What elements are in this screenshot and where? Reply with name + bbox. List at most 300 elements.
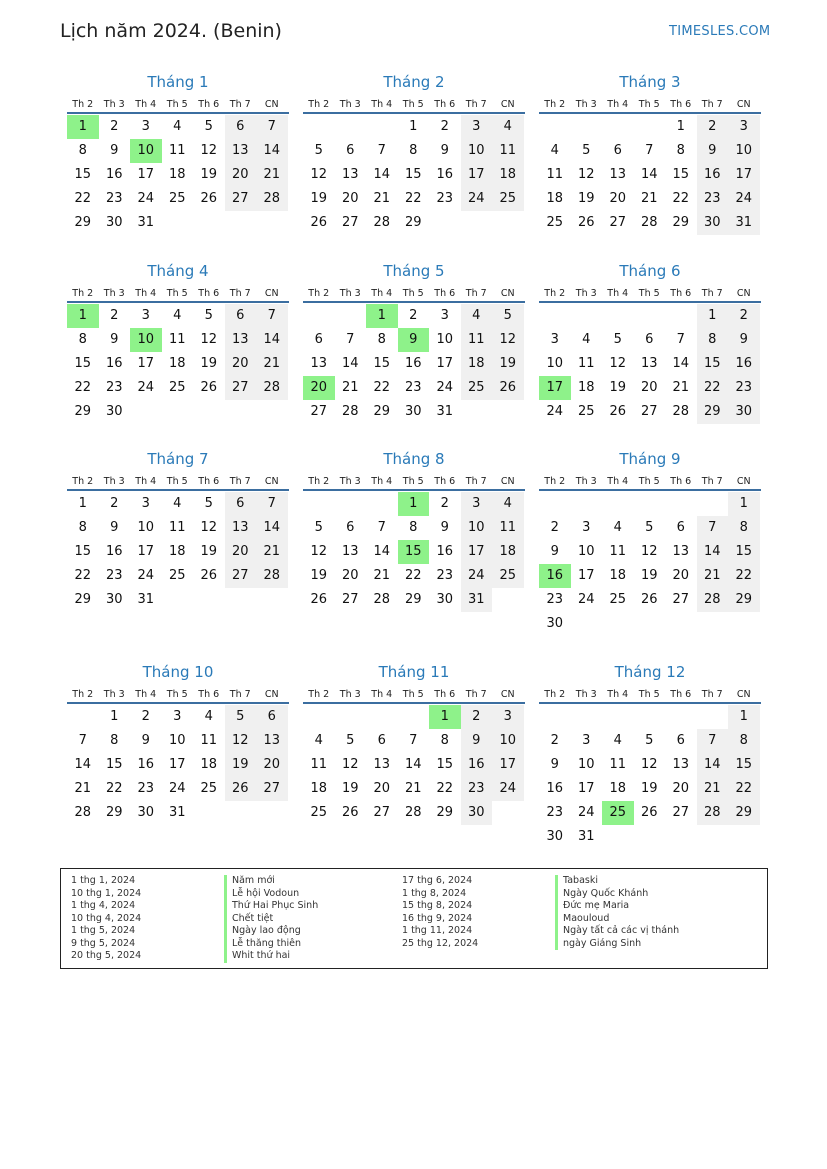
day-cell[interactable]: 22 (436, 781, 454, 796)
day-cell[interactable]: 5 (645, 733, 654, 748)
day-cell[interactable]: 22 (74, 568, 92, 583)
day-cell[interactable]: 9 (110, 332, 119, 347)
day-cell[interactable]: 24 (577, 592, 595, 607)
holiday-day-cell[interactable]: 9 (398, 328, 430, 352)
day-cell[interactable]: 7 (697, 516, 729, 540)
day-cell[interactable]: 4 (492, 115, 524, 139)
day-cell[interactable]: 31 (728, 211, 760, 235)
day-cell[interactable]: 13 (310, 356, 328, 371)
day-cell[interactable]: 2 (110, 119, 119, 134)
day-cell[interactable]: 24 (137, 380, 155, 395)
day-cell[interactable]: 18 (577, 380, 595, 395)
day-cell[interactable]: 30 (404, 404, 422, 419)
holiday-day-cell[interactable]: 1 (398, 492, 430, 516)
day-cell[interactable]: 9 (728, 328, 760, 352)
day-cell[interactable]: 20 (373, 781, 391, 796)
day-cell[interactable]: 2 (440, 119, 449, 134)
day-cell[interactable]: 26 (200, 568, 218, 583)
day-cell[interactable]: 23 (436, 568, 454, 583)
day-cell[interactable]: 30 (436, 592, 454, 607)
day-cell[interactable]: 29 (697, 400, 729, 424)
day-cell[interactable]: 21 (672, 380, 690, 395)
day-cell[interactable]: 22 (74, 191, 92, 206)
holiday-day-cell[interactable]: 15 (398, 540, 430, 564)
day-cell[interactable]: 2 (550, 733, 559, 748)
day-cell[interactable]: 14 (404, 757, 422, 772)
day-cell[interactable]: 23 (105, 380, 123, 395)
day-cell[interactable]: 2 (697, 115, 729, 139)
day-cell[interactable]: 27 (341, 215, 359, 230)
day-cell[interactable]: 6 (613, 143, 622, 158)
day-cell[interactable]: 26 (609, 404, 627, 419)
day-cell[interactable]: 9 (440, 520, 449, 535)
day-cell[interactable]: 7 (676, 332, 685, 347)
day-cell[interactable]: 27 (609, 215, 627, 230)
day-cell[interactable]: 22 (373, 380, 391, 395)
day-cell[interactable]: 25 (168, 568, 186, 583)
day-cell[interactable]: 7 (697, 729, 729, 753)
day-cell[interactable]: 12 (225, 729, 257, 753)
day-cell[interactable]: 11 (310, 757, 328, 772)
day-cell[interactable]: 12 (310, 167, 328, 182)
day-cell[interactable]: 16 (404, 356, 422, 371)
day-cell[interactable]: 21 (640, 191, 658, 206)
day-cell[interactable]: 2 (409, 308, 418, 323)
day-cell[interactable]: 19 (200, 544, 218, 559)
day-cell[interactable]: 16 (546, 781, 564, 796)
day-cell[interactable]: 8 (78, 143, 87, 158)
day-cell[interactable]: 6 (314, 332, 323, 347)
day-cell[interactable]: 26 (225, 777, 257, 801)
day-cell[interactable]: 26 (310, 215, 328, 230)
day-cell[interactable]: 8 (409, 143, 418, 158)
day-cell[interactable]: 3 (173, 709, 182, 724)
day-cell[interactable]: 12 (577, 167, 595, 182)
day-cell[interactable]: 12 (609, 356, 627, 371)
day-cell[interactable]: 28 (404, 805, 422, 820)
day-cell[interactable]: 12 (492, 328, 524, 352)
day-cell[interactable]: 23 (105, 568, 123, 583)
day-cell[interactable]: 20 (640, 380, 658, 395)
day-cell[interactable]: 16 (728, 352, 760, 376)
day-cell[interactable]: 21 (697, 777, 729, 801)
day-cell[interactable]: 21 (256, 540, 288, 564)
day-cell[interactable]: 1 (409, 119, 418, 134)
day-cell[interactable]: 3 (728, 115, 760, 139)
day-cell[interactable]: 31 (137, 592, 155, 607)
day-cell[interactable]: 4 (582, 332, 591, 347)
day-cell[interactable]: 16 (697, 163, 729, 187)
day-cell[interactable]: 14 (256, 139, 288, 163)
day-cell[interactable]: 18 (461, 352, 493, 376)
day-cell[interactable]: 27 (225, 564, 257, 588)
day-cell[interactable]: 12 (200, 520, 218, 535)
day-cell[interactable]: 3 (440, 308, 449, 323)
day-cell[interactable]: 14 (373, 167, 391, 182)
day-cell[interactable]: 17 (168, 757, 186, 772)
day-cell[interactable]: 11 (546, 167, 564, 182)
day-cell[interactable]: 7 (645, 143, 654, 158)
day-cell[interactable]: 8 (728, 516, 760, 540)
day-cell[interactable]: 27 (341, 592, 359, 607)
day-cell[interactable]: 18 (168, 356, 186, 371)
day-cell[interactable]: 4 (173, 496, 182, 511)
brand-link[interactable]: TIMESLES.COM (669, 24, 771, 39)
day-cell[interactable]: 3 (582, 520, 591, 535)
day-cell[interactable]: 10 (728, 139, 760, 163)
holiday-day-cell[interactable]: 17 (539, 376, 571, 400)
day-cell[interactable]: 9 (110, 143, 119, 158)
day-cell[interactable]: 14 (373, 544, 391, 559)
day-cell[interactable]: 28 (697, 801, 729, 825)
day-cell[interactable]: 21 (341, 380, 359, 395)
day-cell[interactable]: 19 (341, 781, 359, 796)
day-cell[interactable]: 26 (200, 191, 218, 206)
day-cell[interactable]: 20 (225, 352, 257, 376)
day-cell[interactable]: 24 (492, 777, 524, 801)
day-cell[interactable]: 22 (728, 564, 760, 588)
day-cell[interactable]: 10 (546, 356, 564, 371)
day-cell[interactable]: 8 (676, 143, 685, 158)
day-cell[interactable]: 2 (110, 496, 119, 511)
day-cell[interactable]: 21 (256, 352, 288, 376)
day-cell[interactable]: 19 (200, 356, 218, 371)
day-cell[interactable]: 23 (436, 191, 454, 206)
holiday-day-cell[interactable]: 10 (130, 139, 162, 163)
day-cell[interactable]: 24 (168, 781, 186, 796)
day-cell[interactable]: 17 (728, 163, 760, 187)
day-cell[interactable]: 18 (609, 781, 627, 796)
day-cell[interactable]: 23 (137, 781, 155, 796)
day-cell[interactable]: 8 (377, 332, 386, 347)
day-cell[interactable]: 14 (341, 356, 359, 371)
day-cell[interactable]: 5 (314, 143, 323, 158)
day-cell[interactable]: 12 (341, 757, 359, 772)
day-cell[interactable]: 1 (728, 705, 760, 729)
day-cell[interactable]: 6 (225, 115, 257, 139)
day-cell[interactable]: 22 (728, 777, 760, 801)
day-cell[interactable]: 4 (550, 143, 559, 158)
day-cell[interactable]: 28 (256, 376, 288, 400)
day-cell[interactable]: 29 (728, 801, 760, 825)
day-cell[interactable]: 8 (409, 520, 418, 535)
day-cell[interactable]: 7 (346, 332, 355, 347)
day-cell[interactable]: 7 (377, 520, 386, 535)
day-cell[interactable]: 24 (436, 380, 454, 395)
day-cell[interactable]: 17 (137, 544, 155, 559)
day-cell[interactable]: 23 (105, 191, 123, 206)
day-cell[interactable]: 27 (256, 777, 288, 801)
day-cell[interactable]: 7 (409, 733, 418, 748)
day-cell[interactable]: 9 (110, 520, 119, 535)
day-cell[interactable]: 25 (609, 592, 627, 607)
day-cell[interactable]: 28 (341, 404, 359, 419)
day-cell[interactable]: 16 (436, 167, 454, 182)
day-cell[interactable]: 10 (436, 332, 454, 347)
day-cell[interactable]: 5 (613, 332, 622, 347)
holiday-day-cell[interactable]: 25 (602, 801, 634, 825)
day-cell[interactable]: 14 (640, 167, 658, 182)
day-cell[interactable]: 1 (676, 119, 685, 134)
day-cell[interactable]: 11 (492, 139, 524, 163)
day-cell[interactable]: 23 (697, 187, 729, 211)
day-cell[interactable]: 16 (436, 544, 454, 559)
holiday-day-cell[interactable]: 10 (130, 328, 162, 352)
day-cell[interactable]: 14 (74, 757, 92, 772)
day-cell[interactable]: 24 (577, 805, 595, 820)
day-cell[interactable]: 25 (168, 380, 186, 395)
day-cell[interactable]: 18 (492, 540, 524, 564)
day-cell[interactable]: 13 (256, 729, 288, 753)
day-cell[interactable]: 27 (373, 805, 391, 820)
day-cell[interactable]: 29 (728, 588, 760, 612)
day-cell[interactable]: 17 (461, 540, 493, 564)
day-cell[interactable]: 4 (492, 492, 524, 516)
day-cell[interactable]: 12 (310, 544, 328, 559)
day-cell[interactable]: 15 (728, 540, 760, 564)
day-cell[interactable]: 1 (728, 492, 760, 516)
day-cell[interactable]: 15 (74, 544, 92, 559)
day-cell[interactable]: 15 (672, 167, 690, 182)
day-cell[interactable]: 18 (492, 163, 524, 187)
day-cell[interactable]: 14 (256, 328, 288, 352)
day-cell[interactable]: 17 (137, 167, 155, 182)
day-cell[interactable]: 14 (256, 516, 288, 540)
day-cell[interactable]: 25 (577, 404, 595, 419)
day-cell[interactable]: 20 (341, 568, 359, 583)
day-cell[interactable]: 13 (225, 139, 257, 163)
holiday-day-cell[interactable]: 16 (539, 564, 571, 588)
day-cell[interactable]: 25 (200, 781, 218, 796)
day-cell[interactable]: 25 (168, 191, 186, 206)
day-cell[interactable]: 21 (74, 781, 92, 796)
day-cell[interactable]: 8 (78, 332, 87, 347)
day-cell[interactable]: 31 (137, 215, 155, 230)
day-cell[interactable]: 4 (461, 304, 493, 328)
day-cell[interactable]: 5 (346, 733, 355, 748)
day-cell[interactable]: 17 (577, 781, 595, 796)
day-cell[interactable]: 21 (256, 163, 288, 187)
day-cell[interactable]: 13 (341, 544, 359, 559)
day-cell[interactable]: 11 (200, 733, 218, 748)
day-cell[interactable]: 10 (577, 757, 595, 772)
day-cell[interactable]: 28 (640, 215, 658, 230)
day-cell[interactable]: 9 (550, 544, 559, 559)
day-cell[interactable]: 27 (225, 376, 257, 400)
day-cell[interactable]: 21 (373, 568, 391, 583)
day-cell[interactable]: 13 (672, 544, 690, 559)
day-cell[interactable]: 2 (461, 705, 493, 729)
day-cell[interactable]: 23 (546, 805, 564, 820)
day-cell[interactable]: 24 (546, 404, 564, 419)
day-cell[interactable]: 11 (461, 328, 493, 352)
day-cell[interactable]: 28 (672, 404, 690, 419)
day-cell[interactable]: 19 (609, 380, 627, 395)
day-cell[interactable]: 18 (168, 544, 186, 559)
day-cell[interactable]: 26 (492, 376, 524, 400)
day-cell[interactable]: 8 (110, 733, 119, 748)
day-cell[interactable]: 31 (461, 588, 493, 612)
day-cell[interactable]: 27 (225, 187, 257, 211)
day-cell[interactable]: 13 (672, 757, 690, 772)
day-cell[interactable]: 30 (461, 801, 493, 825)
day-cell[interactable]: 6 (676, 520, 685, 535)
day-cell[interactable]: 10 (137, 520, 155, 535)
day-cell[interactable]: 19 (577, 191, 595, 206)
day-cell[interactable]: 4 (613, 733, 622, 748)
day-cell[interactable]: 24 (461, 187, 493, 211)
day-cell[interactable]: 5 (204, 308, 213, 323)
holiday-day-cell[interactable]: 1 (366, 304, 398, 328)
day-cell[interactable]: 26 (640, 805, 658, 820)
day-cell[interactable]: 25 (546, 215, 564, 230)
day-cell[interactable]: 21 (697, 564, 729, 588)
day-cell[interactable]: 17 (492, 753, 524, 777)
day-cell[interactable]: 13 (341, 167, 359, 182)
day-cell[interactable]: 15 (728, 753, 760, 777)
day-cell[interactable]: 29 (105, 805, 123, 820)
day-cell[interactable]: 27 (672, 592, 690, 607)
day-cell[interactable]: 12 (200, 332, 218, 347)
day-cell[interactable]: 10 (577, 544, 595, 559)
day-cell[interactable]: 16 (105, 167, 123, 182)
day-cell[interactable]: 26 (577, 215, 595, 230)
day-cell[interactable]: 13 (640, 356, 658, 371)
day-cell[interactable]: 22 (105, 781, 123, 796)
day-cell[interactable]: 15 (697, 352, 729, 376)
day-cell[interactable]: 6 (225, 304, 257, 328)
day-cell[interactable]: 29 (74, 215, 92, 230)
day-cell[interactable]: 28 (373, 215, 391, 230)
day-cell[interactable]: 29 (404, 592, 422, 607)
day-cell[interactable]: 16 (137, 757, 155, 772)
day-cell[interactable]: 18 (168, 167, 186, 182)
day-cell[interactable]: 5 (204, 496, 213, 511)
day-cell[interactable]: 13 (609, 167, 627, 182)
day-cell[interactable]: 28 (74, 805, 92, 820)
day-cell[interactable]: 7 (256, 304, 288, 328)
day-cell[interactable]: 19 (200, 167, 218, 182)
day-cell[interactable]: 16 (461, 753, 493, 777)
day-cell[interactable]: 22 (672, 191, 690, 206)
day-cell[interactable]: 30 (728, 400, 760, 424)
day-cell[interactable]: 30 (546, 616, 564, 631)
day-cell[interactable]: 11 (168, 520, 186, 535)
day-cell[interactable]: 30 (546, 829, 564, 844)
day-cell[interactable]: 9 (141, 733, 150, 748)
day-cell[interactable]: 8 (78, 520, 87, 535)
day-cell[interactable]: 3 (141, 496, 150, 511)
day-cell[interactable]: 15 (74, 356, 92, 371)
day-cell[interactable]: 18 (200, 757, 218, 772)
day-cell[interactable]: 11 (492, 516, 524, 540)
day-cell[interactable]: 22 (404, 568, 422, 583)
day-cell[interactable]: 2 (550, 520, 559, 535)
day-cell[interactable]: 17 (577, 568, 595, 583)
holiday-day-cell[interactable]: 1 (429, 705, 461, 729)
day-cell[interactable]: 11 (168, 332, 186, 347)
day-cell[interactable]: 23 (404, 380, 422, 395)
day-cell[interactable]: 4 (314, 733, 323, 748)
day-cell[interactable]: 22 (404, 191, 422, 206)
day-cell[interactable]: 17 (436, 356, 454, 371)
day-cell[interactable]: 7 (78, 733, 87, 748)
day-cell[interactable]: 29 (373, 404, 391, 419)
day-cell[interactable]: 7 (256, 492, 288, 516)
day-cell[interactable]: 5 (492, 304, 524, 328)
day-cell[interactable]: 8 (697, 328, 729, 352)
day-cell[interactable]: 3 (141, 308, 150, 323)
day-cell[interactable]: 30 (105, 592, 123, 607)
day-cell[interactable]: 18 (546, 191, 564, 206)
day-cell[interactable]: 22 (697, 376, 729, 400)
day-cell[interactable]: 5 (582, 143, 591, 158)
day-cell[interactable]: 1 (78, 496, 87, 511)
day-cell[interactable]: 19 (492, 352, 524, 376)
day-cell[interactable]: 8 (728, 729, 760, 753)
day-cell[interactable]: 30 (697, 211, 729, 235)
day-cell[interactable]: 15 (74, 167, 92, 182)
day-cell[interactable]: 29 (672, 215, 690, 230)
day-cell[interactable]: 15 (105, 757, 123, 772)
day-cell[interactable]: 20 (225, 163, 257, 187)
day-cell[interactable]: 2 (440, 496, 449, 511)
day-cell[interactable]: 11 (609, 544, 627, 559)
day-cell[interactable]: 21 (404, 781, 422, 796)
day-cell[interactable]: 14 (697, 540, 729, 564)
day-cell[interactable]: 6 (256, 705, 288, 729)
day-cell[interactable]: 13 (225, 516, 257, 540)
day-cell[interactable]: 10 (461, 139, 493, 163)
day-cell[interactable]: 20 (672, 781, 690, 796)
day-cell[interactable]: 19 (310, 191, 328, 206)
day-cell[interactable]: 5 (204, 119, 213, 134)
day-cell[interactable]: 28 (373, 592, 391, 607)
day-cell[interactable]: 31 (577, 829, 595, 844)
day-cell[interactable]: 4 (204, 709, 213, 724)
day-cell[interactable]: 5 (314, 520, 323, 535)
day-cell[interactable]: 29 (436, 805, 454, 820)
day-cell[interactable]: 16 (105, 356, 123, 371)
day-cell[interactable]: 9 (550, 757, 559, 772)
day-cell[interactable]: 21 (373, 191, 391, 206)
holiday-day-cell[interactable]: 1 (67, 304, 99, 328)
day-cell[interactable]: 13 (225, 328, 257, 352)
day-cell[interactable]: 15 (436, 757, 454, 772)
day-cell[interactable]: 4 (173, 119, 182, 134)
day-cell[interactable]: 4 (173, 308, 182, 323)
day-cell[interactable]: 12 (640, 757, 658, 772)
day-cell[interactable]: 8 (440, 733, 449, 748)
day-cell[interactable]: 10 (168, 733, 186, 748)
day-cell[interactable]: 25 (461, 376, 493, 400)
day-cell[interactable]: 22 (74, 380, 92, 395)
day-cell[interactable]: 14 (697, 753, 729, 777)
day-cell[interactable]: 26 (200, 380, 218, 395)
day-cell[interactable]: 3 (550, 332, 559, 347)
day-cell[interactable]: 26 (341, 805, 359, 820)
day-cell[interactable]: 3 (141, 119, 150, 134)
day-cell[interactable]: 18 (609, 568, 627, 583)
day-cell[interactable]: 30 (105, 215, 123, 230)
day-cell[interactable]: 5 (645, 520, 654, 535)
day-cell[interactable]: 27 (640, 404, 658, 419)
day-cell[interactable]: 24 (461, 564, 493, 588)
day-cell[interactable]: 7 (256, 115, 288, 139)
day-cell[interactable]: 20 (225, 540, 257, 564)
day-cell[interactable]: 19 (640, 781, 658, 796)
day-cell[interactable]: 24 (137, 191, 155, 206)
